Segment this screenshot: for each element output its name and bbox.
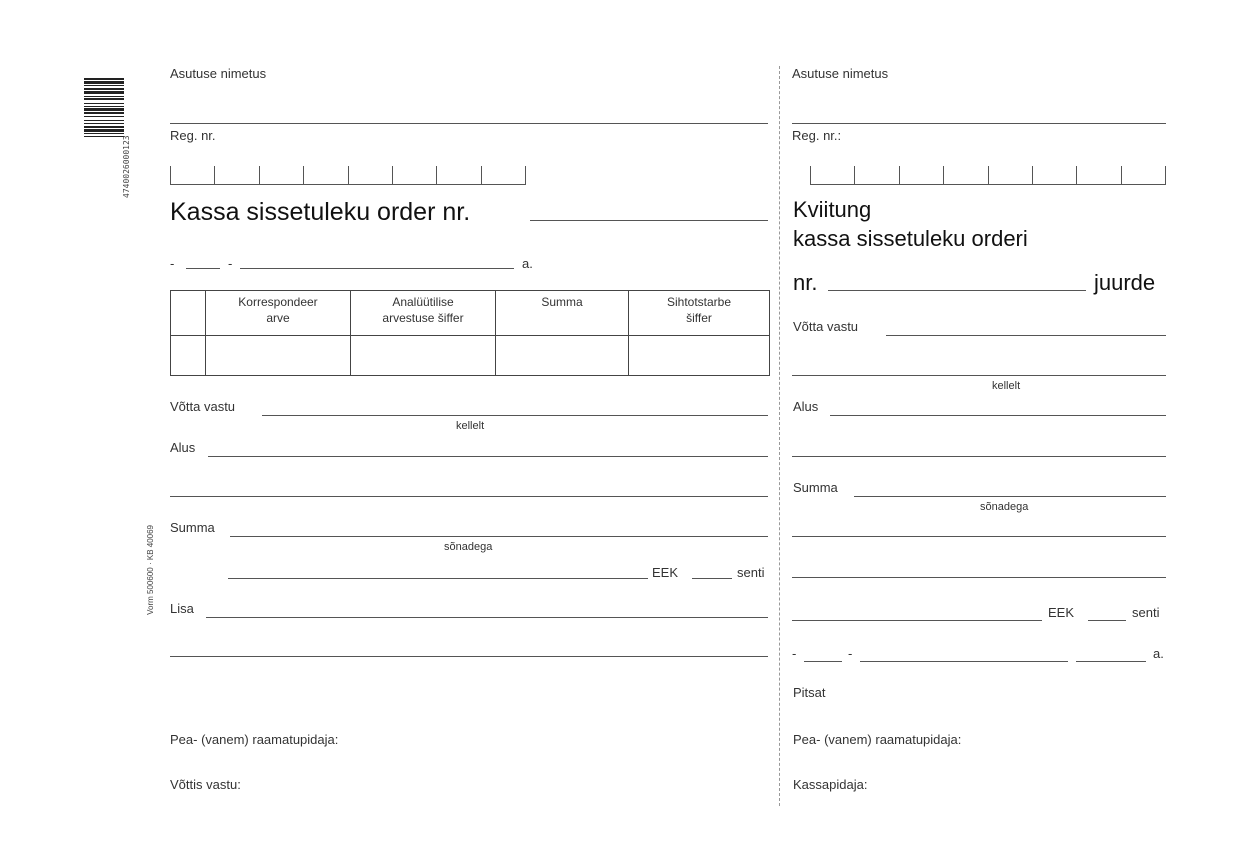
receipt-sum-amount-field[interactable] bbox=[792, 620, 1042, 621]
order-title: Kassa sissetuleku order nr. bbox=[170, 198, 471, 226]
barcode-number: 4740026000123 bbox=[122, 135, 131, 198]
receipt-sum-in-words-field[interactable] bbox=[854, 496, 1166, 497]
received-from-field[interactable] bbox=[262, 415, 768, 416]
receipt-from-whom-caption: kellelt bbox=[992, 380, 1021, 392]
receipt-received-from-field[interactable] bbox=[886, 335, 1166, 336]
receipt-org-name-field[interactable] bbox=[792, 123, 1166, 124]
basis-label: Alus bbox=[170, 440, 196, 455]
barcode-bar bbox=[84, 136, 124, 137]
barcode-bar bbox=[84, 106, 124, 107]
reg-number-label: Reg. nr. bbox=[170, 128, 216, 143]
accounting-table bbox=[170, 290, 770, 376]
date-dash-1: - bbox=[170, 256, 175, 271]
receipt-org-name-label: Asutuse nimetus bbox=[792, 66, 889, 81]
ruler-tick bbox=[525, 166, 526, 184]
table-header-blank bbox=[171, 291, 206, 336]
received-by-label: Võttis vastu: bbox=[170, 777, 241, 792]
appendix-field-line-2[interactable] bbox=[170, 656, 768, 657]
receipt-date-dash-2: - bbox=[848, 646, 853, 661]
in-words-caption: sõnadega bbox=[444, 541, 493, 553]
from-whom-caption: kellelt bbox=[456, 420, 485, 432]
reg-number-boxes[interactable] bbox=[170, 166, 526, 185]
ruler-tick bbox=[1121, 166, 1122, 184]
receipt-sum-in-words-field-line-2[interactable] bbox=[792, 536, 1166, 537]
receipt-currency-label: EEK bbox=[1048, 605, 1075, 620]
ruler-tick bbox=[214, 166, 215, 184]
receipt-date-year-field[interactable] bbox=[1076, 661, 1146, 662]
received-from-label: Võtta vastu bbox=[170, 399, 236, 414]
receipt-cents-field[interactable] bbox=[1088, 620, 1126, 621]
ruler-tick bbox=[1076, 166, 1077, 184]
ruler-tick bbox=[392, 166, 393, 184]
receipt-basis-label: Alus bbox=[793, 399, 819, 414]
perforation-line bbox=[779, 66, 780, 806]
ruler-tick bbox=[348, 166, 349, 184]
table-header-sum: Summa bbox=[496, 291, 629, 336]
receipt-reg-number-boxes[interactable] bbox=[810, 166, 1166, 185]
receipt-chief-accountant-label: Pea- (vanem) raamatupidaja: bbox=[793, 732, 962, 747]
ruler-tick bbox=[1165, 166, 1166, 184]
cents-label: senti bbox=[737, 565, 765, 580]
barcode-bar bbox=[84, 103, 124, 104]
receipt-date-year-suffix: a. bbox=[1153, 646, 1164, 661]
receipt-order-number-field[interactable] bbox=[828, 290, 1086, 291]
table-header-correspondent-account: Korrespondeer аrve bbox=[206, 291, 351, 336]
table-cell[interactable] bbox=[171, 335, 206, 375]
barcode-bar bbox=[84, 81, 124, 84]
receipt-date-month-field[interactable] bbox=[860, 661, 1068, 662]
barcode-bar bbox=[84, 91, 124, 94]
appendix-field[interactable] bbox=[206, 617, 768, 618]
ruler-tick bbox=[899, 166, 900, 184]
date-year-suffix: a. bbox=[522, 256, 533, 271]
basis-field-line-2[interactable] bbox=[170, 496, 768, 497]
table-cell[interactable] bbox=[496, 335, 629, 375]
barcode-bar bbox=[84, 129, 124, 132]
date-month-field[interactable] bbox=[240, 268, 514, 269]
receipt-date-dash-1: - bbox=[792, 646, 797, 661]
table-header-purpose-code: Sihtotstarbe šiffer bbox=[629, 291, 770, 336]
date-dash-2: - bbox=[228, 256, 233, 271]
barcode-bar bbox=[84, 98, 124, 100]
currency-label: EEK bbox=[652, 565, 679, 580]
table-cell[interactable] bbox=[629, 335, 770, 375]
ruler-tick bbox=[259, 166, 260, 184]
appendix-label: Lisa bbox=[170, 601, 194, 616]
receipt-sum-label: Summa bbox=[793, 480, 838, 495]
cents-field[interactable] bbox=[692, 578, 732, 579]
barcode-bar bbox=[84, 78, 124, 80]
table-cell[interactable] bbox=[351, 335, 496, 375]
barcode-bar bbox=[84, 88, 124, 90]
ruler-tick bbox=[943, 166, 944, 184]
date-day-field[interactable] bbox=[186, 268, 220, 269]
receipt-received-from-field-line-2[interactable] bbox=[792, 375, 1166, 376]
ruler-tick bbox=[810, 166, 811, 184]
receipt-date-day-field[interactable] bbox=[804, 661, 842, 662]
org-name-field[interactable] bbox=[170, 123, 768, 124]
barcode-bar bbox=[84, 120, 124, 121]
receipt-basis-field[interactable] bbox=[830, 415, 1166, 416]
receipt-title-line1: Kviitung bbox=[793, 197, 872, 222]
receipt-title-line2: kassa sissetuleku orderi bbox=[793, 226, 1028, 251]
order-number-field[interactable] bbox=[530, 220, 768, 221]
barcode-bar bbox=[84, 123, 124, 124]
barcode-bar bbox=[84, 116, 124, 117]
receipt-stamp-label: Pitsat bbox=[793, 685, 826, 700]
ruler-tick bbox=[436, 166, 437, 184]
org-name-label: Asutuse nimetus bbox=[170, 66, 267, 81]
sum-in-words-field[interactable] bbox=[230, 536, 768, 537]
chief-accountant-label: Pea- (vanem) raamatupidaja: bbox=[170, 732, 339, 747]
receipt-nr-suffix: juurde bbox=[1094, 270, 1156, 295]
ruler-tick bbox=[170, 166, 171, 184]
receipt-nr-label: nr. bbox=[793, 270, 818, 295]
barcode-bar bbox=[84, 108, 124, 111]
table-header-analytic-code: Analüütilise arvestuse šiffer bbox=[351, 291, 496, 336]
receipt-basis-field-line-2[interactable] bbox=[792, 456, 1166, 457]
receipt-reg-number-label: Reg. nr.: bbox=[792, 128, 842, 143]
barcode-bar bbox=[84, 112, 124, 114]
barcode-bar bbox=[84, 96, 124, 97]
ruler-tick bbox=[854, 166, 855, 184]
basis-field[interactable] bbox=[208, 456, 768, 457]
receipt-sum-in-words-field-line-3[interactable] bbox=[792, 577, 1166, 578]
ruler-tick bbox=[303, 166, 304, 184]
form-code-vertical: Vorm 500600 · KB 40069 bbox=[146, 525, 155, 615]
barcode-bar bbox=[84, 85, 124, 86]
sum-in-words-field-line-2[interactable] bbox=[228, 578, 648, 579]
receipt-in-words-caption: sõnadega bbox=[980, 501, 1029, 513]
barcode-bar bbox=[84, 133, 124, 134]
ruler-tick bbox=[1032, 166, 1033, 184]
table-cell[interactable] bbox=[206, 335, 351, 375]
barcode-bar bbox=[84, 126, 124, 128]
receipt-cashier-label: Kassapidaja: bbox=[793, 777, 868, 792]
ruler-tick bbox=[481, 166, 482, 184]
receipt-cents-label: senti bbox=[1132, 605, 1160, 620]
receipt-received-from-label: Võtta vastu bbox=[793, 319, 859, 334]
sum-label: Summa bbox=[170, 520, 215, 535]
ruler-tick bbox=[988, 166, 989, 184]
